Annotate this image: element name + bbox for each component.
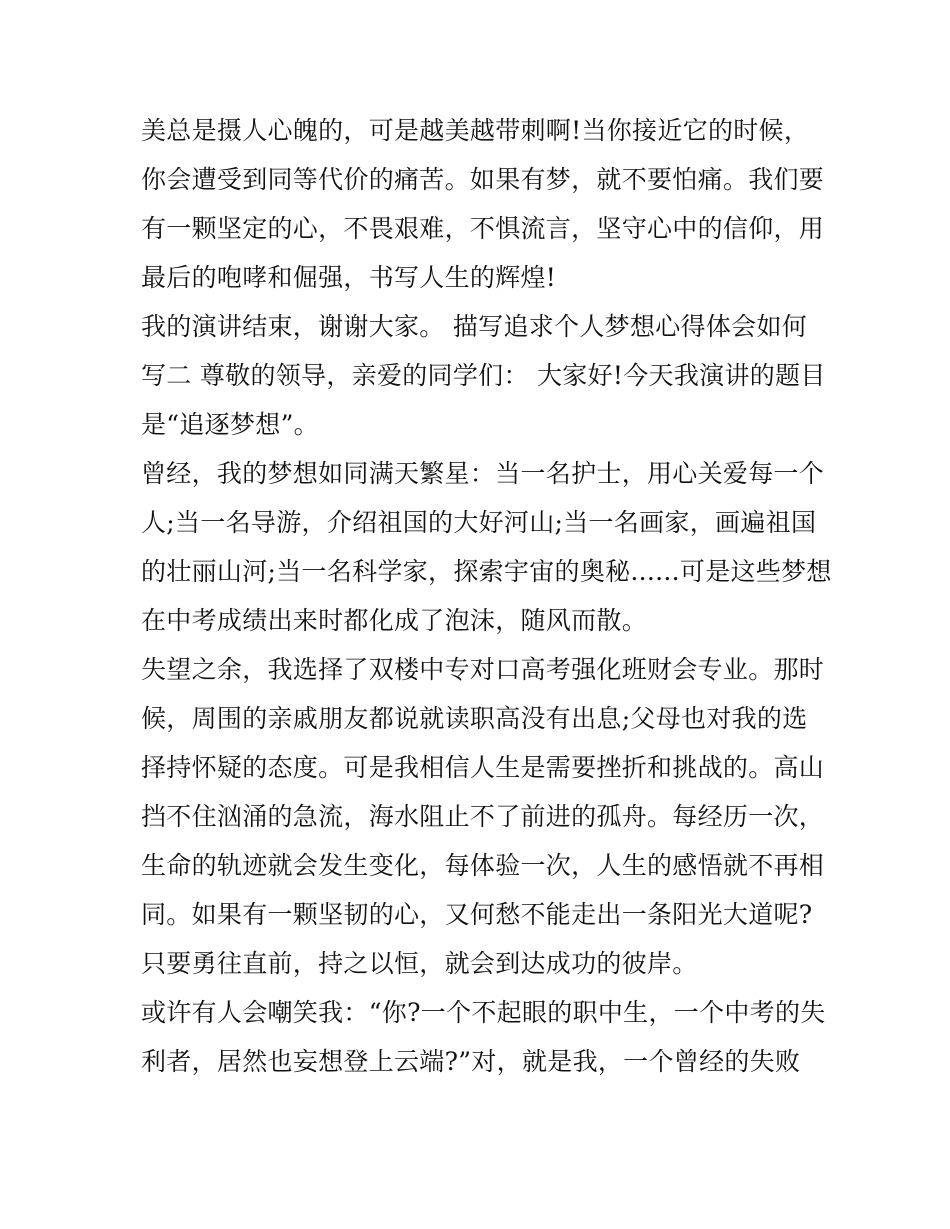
text-line: 失望之余，我选择了双楼中专对口高考强化班财会专业。那时 [141,655,825,684]
text-line: 我的演讲结束，谢谢大家。 描写追求个人梦想心得体会如何 [141,312,808,341]
text-line: 最后的咆哮和倔强，书写人生的辉煌! [141,263,557,292]
text-line: 的壮丽山河;当一名科学家，探索宇宙的奥秘......可是这些梦想 [141,557,832,586]
text-line: 美总是摄人心魄的，可是越美越带刺啊!当你接近它的时候， [141,116,810,145]
text-line: 在中考成绩出来时都化成了泡沫，随风而散。 [141,606,648,635]
text-line: 有一颗坚定的心，不畏艰难，不惧流言，坚守心中的信仰，用 [141,214,825,243]
text-line: 挡不住汹涌的急流，海水阻止不了前进的孤舟。每经历一次， [141,802,825,831]
text-line: 或许有人会嘲笑我：“你?一个不起眼的职中生，一个中考的失 [141,998,826,1027]
text-line: 候，周围的亲戚朋友都说就读职高没有出息;父母也对我的选 [141,704,808,733]
text-line: 生命的轨迹就会发生变化，每体验一次，人生的感悟就不再相 [141,851,825,880]
text-line: 利者，居然也妄想登上云端?”对，就是我，一个曾经的失败 [141,1047,801,1076]
document-body [141,106,832,1086]
text-line: 是“追逐梦想”。 [141,410,319,439]
text-line: 写二 尊敬的领导，亲爱的同学们： 大家好!今天我演讲的题目 [141,361,826,390]
text-line: 只要勇往直前，持之以恒，就会到达成功的彼岸。 [141,949,698,978]
text-line: 择持怀疑的态度。可是我相信人生是需要挫折和挑战的。高山 [141,753,825,782]
text-line: 人;当一名导游，介绍祖国的大好河山;当一名画家，画遍祖国 [141,508,817,537]
text-line: 曾经，我的梦想如同满天繁星：当一名护士，用心关爱每一个 [141,459,825,488]
text-line: 同。如果有一颗坚韧的心，又何愁不能走出一条阳光大道呢? [141,900,813,929]
text-line: 你会遭受到同等代价的痛苦。如果有梦，就不要怕痛。我们要 [141,165,825,194]
